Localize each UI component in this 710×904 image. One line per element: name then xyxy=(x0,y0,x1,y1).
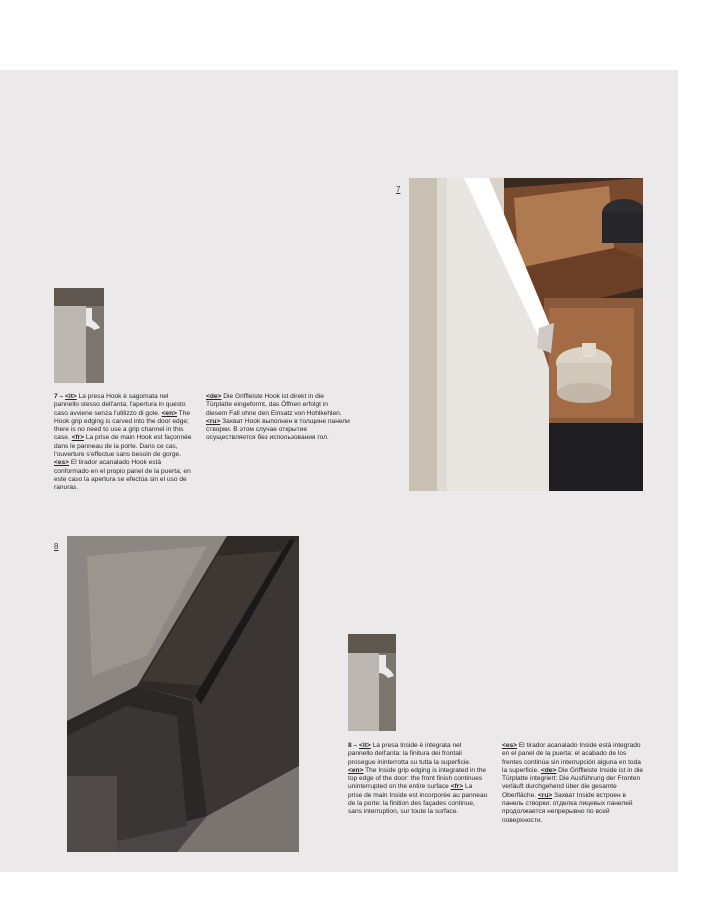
inside-grip-drawer-photo xyxy=(67,536,299,852)
figure-8-caption-col-2 xyxy=(502,742,647,825)
lang-tag: <en> xyxy=(161,409,177,417)
caption-text: El tirador acanalado Inside está integrado en el panel de la puerta: el acabado de los frentes continúa sin interrupción alguna en toda la superficie. xyxy=(502,742,641,774)
worktop-block xyxy=(54,288,104,306)
caption-text: Захват Inside встроен в панель створки: отделка лицевых панелей продолжается непрерывно по всей поверхности. xyxy=(502,791,633,824)
caption-lead: 8 – xyxy=(348,742,358,749)
figure-7-photo xyxy=(409,178,643,491)
lang-tag: <fr> xyxy=(450,783,464,791)
door-panel-block xyxy=(348,653,379,731)
figure-8-number: 8 xyxy=(54,542,59,551)
lang-tag: <es> xyxy=(502,742,518,749)
caption-text: Захват Hook выполнен в толщине панели створки. В этом случае открытие осуществляется без использования гол. xyxy=(206,417,350,442)
hook-profile-diagram xyxy=(54,288,104,383)
caption-text: Die Griffleiste Inside ist in die Türplatte integriert: Die Ausführung der Fronten verläuft durchgehend über die gesamte Oberfläche. xyxy=(502,766,643,799)
lang-tag: <it> xyxy=(359,742,371,749)
lang-tag: <it> xyxy=(65,393,77,400)
lang-tag: <de> xyxy=(540,766,557,774)
caption-lead: 7 – xyxy=(54,393,64,400)
worktop-block xyxy=(348,634,396,653)
caption-text: Die Griffleiste Hook ist direkt in die Türplatte eingeformt, das Öffnen erfolgt in diesem Fall ohne den Einsatz von Hohlkehlen. xyxy=(206,393,342,417)
hook-grip-drawer-photo xyxy=(409,178,643,491)
lang-tag: <fr> xyxy=(71,434,85,442)
caption-text: La presa Inside è integrata nel pannello dell'anta: la finitura dei frontali prosegue ininterrotta su tutta la superficie. xyxy=(348,742,471,766)
door-panel-block xyxy=(54,306,86,383)
figure-7-caption-col-1 xyxy=(54,393,194,493)
lang-tag: <de> xyxy=(206,393,222,400)
figure-8-caption-col-1 xyxy=(348,742,488,817)
figure-8-photo xyxy=(67,536,299,852)
caption-text: La presa Hook è sagomata nel pannello stesso dell'anta; l'apertura in questo caso avviene senza l'utilizzo di gole. xyxy=(54,393,186,417)
caption-text: The Inside grip edging is integrated in the top edge of the door: the front finish continues uninterrupted on the entire surface xyxy=(348,766,487,791)
lang-tag: <ru> xyxy=(206,417,221,425)
caption-text: The Hook grip edging is carved into the door edge; there is no need to use a grip channel in this case. xyxy=(54,409,191,442)
lang-tag: <ru> xyxy=(537,791,553,799)
figure-7-number: 7 xyxy=(396,185,401,194)
figure-7-caption-col-2 xyxy=(206,393,351,443)
lang-tag: <en> xyxy=(348,766,364,774)
inside-profile-diagram xyxy=(348,634,396,731)
caption-text: La prise de main Hook est façonnée dans le panneau de la porte. Dans ce cas, l'ouverture s'effectue sans besoin de gorge. xyxy=(54,434,192,459)
caption-text: La prise de main Inside est incorporée au panneau de la porte: la finition des façades continue, sans interruption, sur toute la surface. xyxy=(348,783,488,816)
caption-text: El tirador acanalado Hook está conformado en el propio panel de la puerta; en este caso la apertura se efectúa sin el uso de ranuras. xyxy=(54,459,191,492)
lang-tag: <es> xyxy=(54,459,70,467)
